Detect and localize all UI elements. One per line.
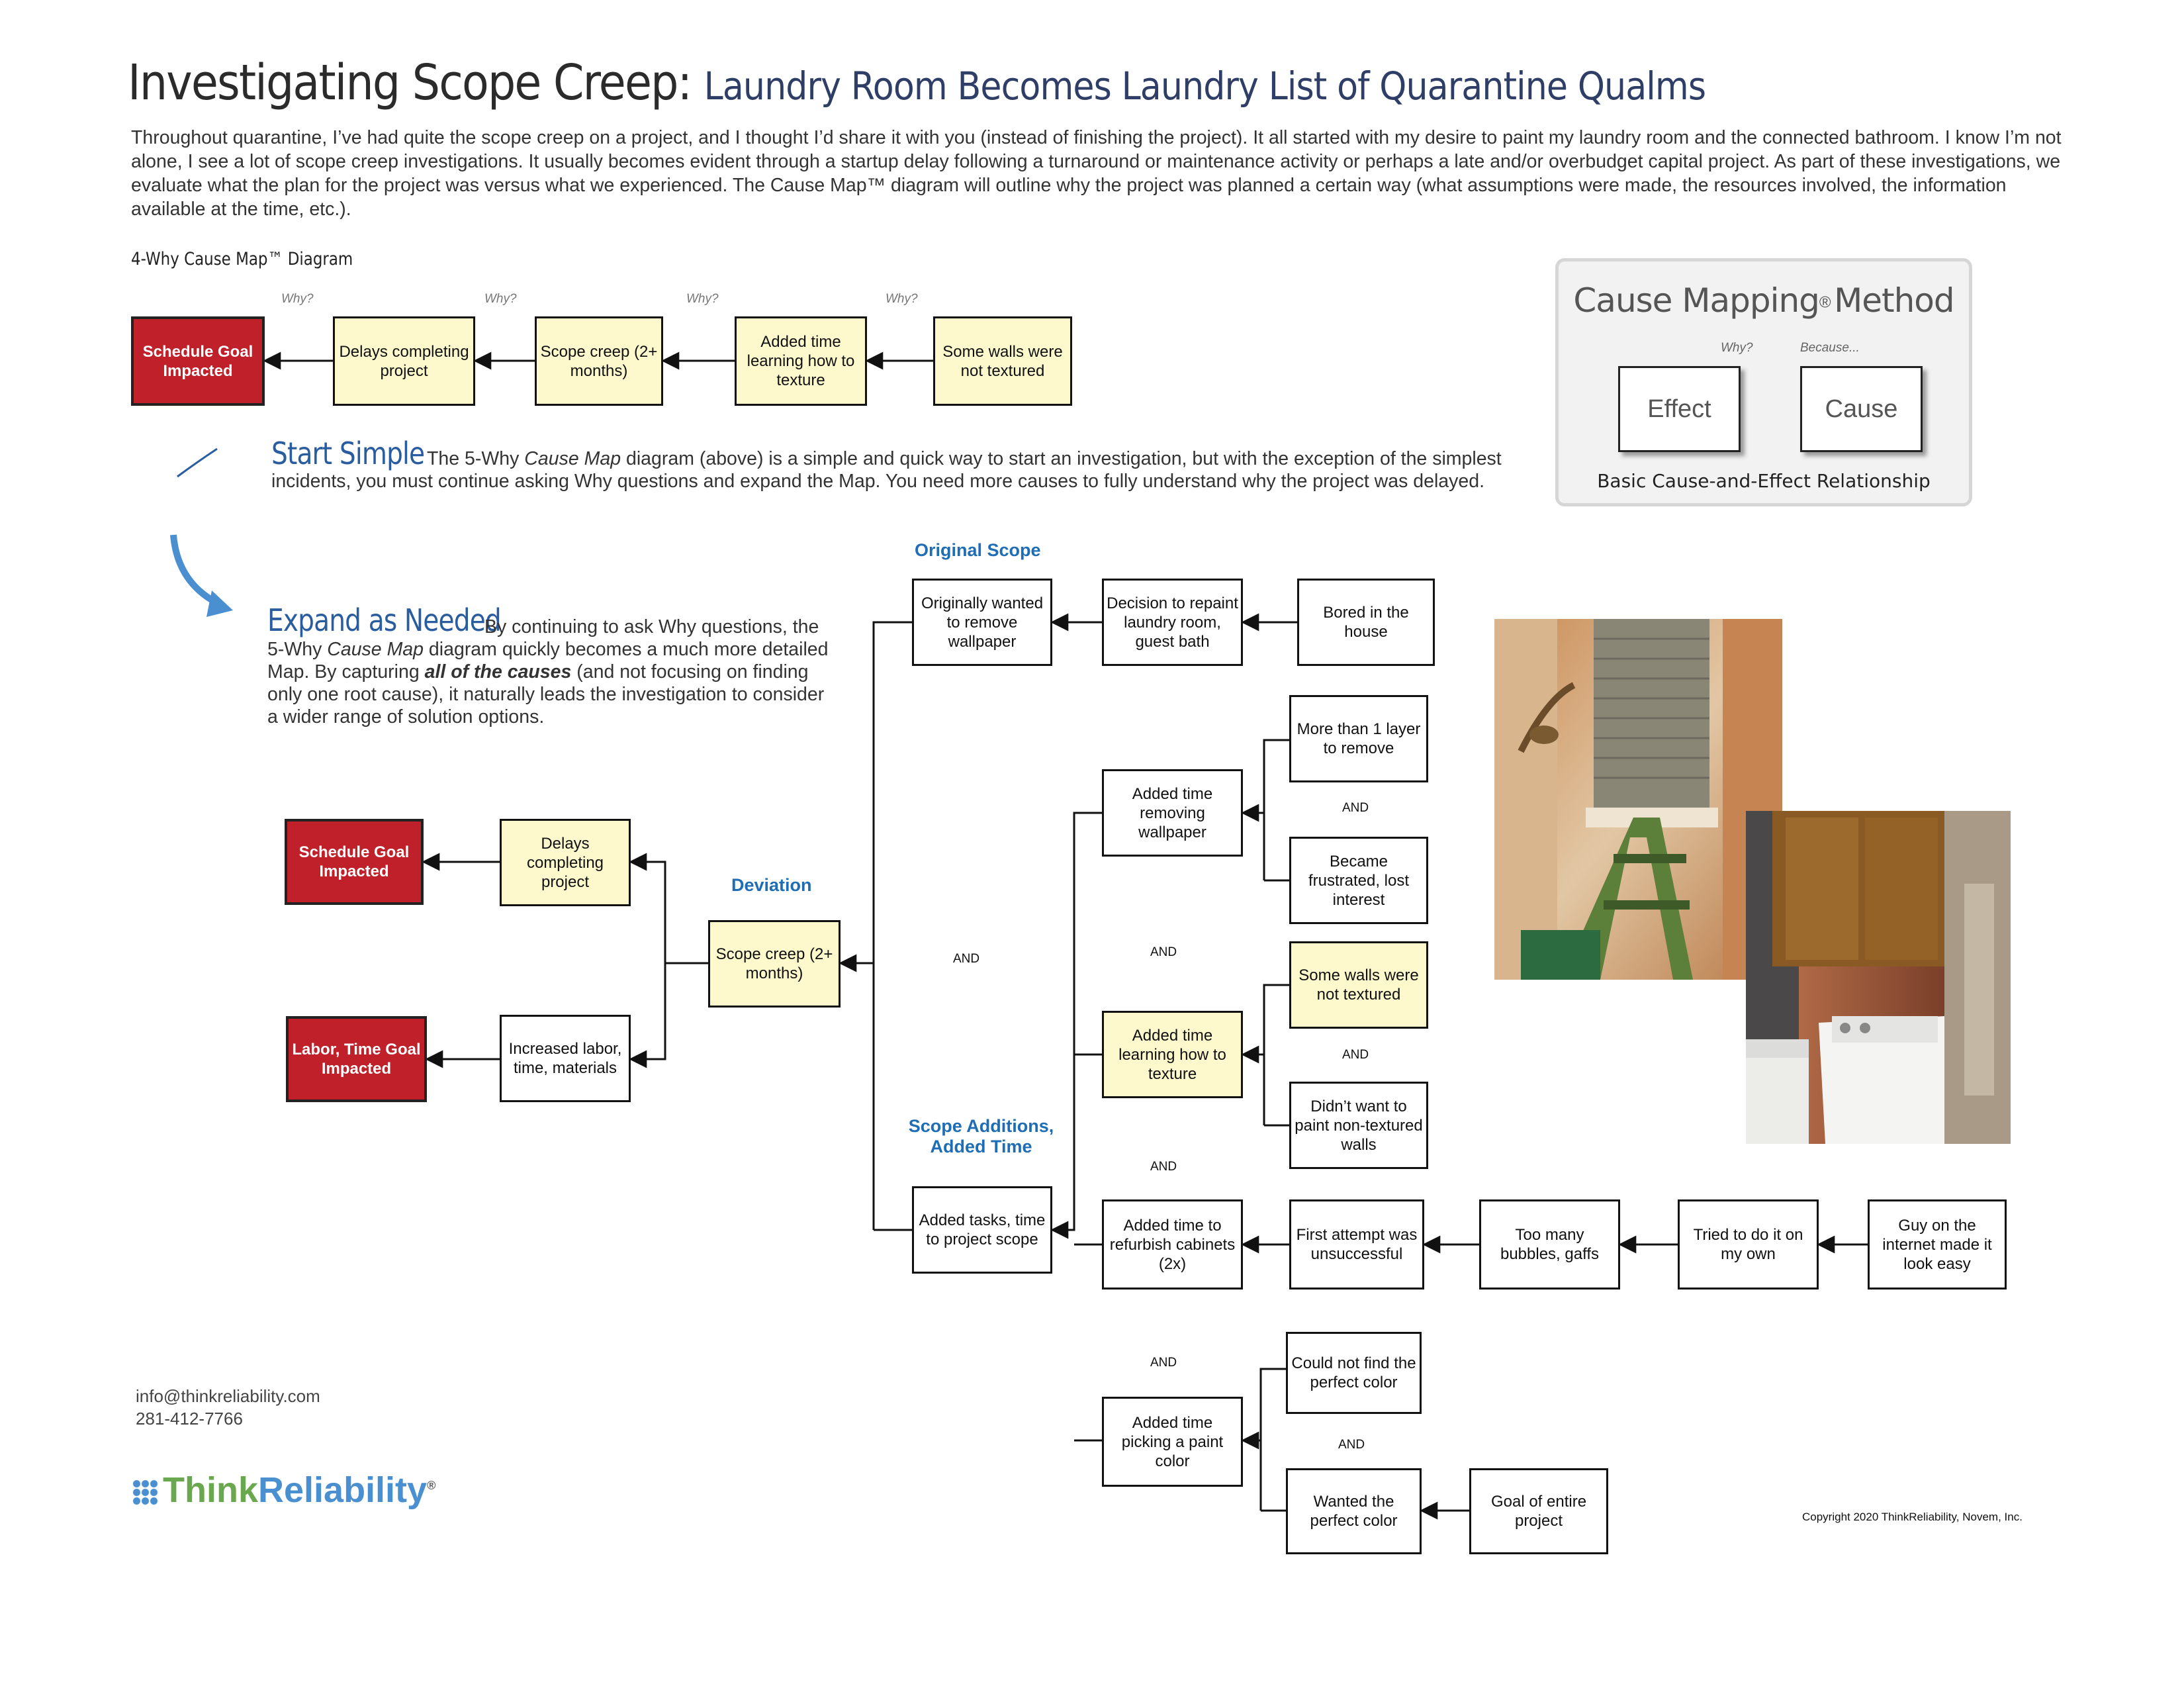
- and-label: AND: [1342, 1048, 1369, 1062]
- laundry-room-photo: [1746, 811, 2011, 1144]
- copyright: Copyright 2020 ThinkReliability, Novem, Inc.: [1802, 1511, 2023, 1523]
- paint-color-node: Added time picking a paint color: [1102, 1397, 1243, 1487]
- schedule-goal-box: Schedule Goal Impacted: [131, 316, 265, 406]
- and-label: AND: [1150, 1356, 1177, 1370]
- legend-because: Because...: [1800, 341, 1860, 355]
- why-label: Why?: [886, 292, 918, 306]
- original-scope-label: Original Scope: [915, 540, 1041, 560]
- scope-creep-box: Scope creep (2+ months): [535, 316, 663, 406]
- why-label: Why?: [281, 292, 314, 306]
- legend-title: Cause Mapping® Method: [1573, 281, 1954, 320]
- scope-creep-node: Scope creep (2+ months): [708, 920, 841, 1008]
- guy-internet-node: Guy on the internet made it look easy: [1868, 1199, 2007, 1289]
- why-label: Why?: [484, 292, 517, 306]
- legend-cause-box: Cause: [1800, 366, 1923, 452]
- and-label: AND: [1150, 945, 1177, 959]
- goal-entire-node: Goal of entire project: [1469, 1468, 1608, 1554]
- and-label: AND: [1342, 801, 1369, 815]
- title-main: Investigating Scope Creep:: [128, 54, 692, 111]
- more-than-layer-node: More than 1 layer to remove: [1289, 695, 1428, 782]
- logo-dots-icon: [132, 1479, 159, 1506]
- some-walls-box: Some walls were not textured: [933, 316, 1072, 406]
- legend-caption: Basic Cause-and-Effect Relationship: [1597, 470, 1931, 492]
- contact-phone: 281-412-7766: [136, 1409, 243, 1429]
- intro-paragraph: Throughout quarantine, I’ve had quite the scope creep on a project, and I thought I’d share it with you (instead of finishing the project). It all started with my desire to paint my laundry room and the connected bathroom. I know I’m not alone, I see a lot of scope creep investigations. It usually becomes evident through a startup delay following a turnaround or maintenance activity or perhaps a late and/or overbudget capital project. As part of these investigations, we evaluate what the plan for the project was versus what we experienced. The Cause Map™ diagram will outline why the project was planned a certain way (what assumptions were made, the resources involved, the information available at the time, etc.).: [131, 127, 2062, 220]
- title-subtitle: Laundry Room Becomes Laundry List of Quarantine Qualms: [704, 64, 1706, 109]
- learning-texture-box: Added time learning how to texture: [735, 316, 867, 406]
- why-label: Why?: [686, 292, 719, 306]
- wallpaper-photo: [1494, 619, 1782, 980]
- increased-labor-node: Increased labor, time, materials: [500, 1015, 631, 1102]
- cause-mapping-legend: [1555, 258, 1972, 506]
- legend-effect-box: Effect: [1618, 366, 1741, 452]
- start-simple-text: The 5-Why Cause Map diagram (above) is a simple and quick way to start an investigation, but with the exception of the simplest incidents, you must continue asking Why questions and expand the Map. You need more causes to fully understand why the project was delayed.: [271, 448, 1502, 492]
- and-label: AND: [1150, 1160, 1177, 1174]
- legend-why: Why?: [1721, 341, 1753, 355]
- deviation-label: Deviation: [731, 875, 812, 895]
- delays-node: Delays completing project: [500, 819, 631, 906]
- could-not-find-node: Could not find the perfect color: [1286, 1332, 1422, 1414]
- didnt-want-node: Didn’t want to paint non-textured walls: [1289, 1082, 1428, 1169]
- originally-wanted-node: Originally wanted to remove wallpaper: [912, 579, 1052, 666]
- schedule-goal-node: Schedule Goal Impacted: [285, 819, 424, 905]
- frustrated-node: Became frustrated, lost interest: [1289, 837, 1428, 924]
- some-walls-node: Some walls were not textured: [1289, 941, 1428, 1029]
- removing-wallpaper-node: Added time removing wallpaper: [1102, 769, 1243, 857]
- expand-heading: Expand as Needed: [267, 602, 501, 638]
- and-label: AND: [953, 952, 980, 966]
- first-attempt-node: First attempt was unsuccessful: [1289, 1199, 1424, 1289]
- learning-texture-node: Added time learning how to texture: [1102, 1011, 1243, 1098]
- expand-text: By continuing to ask Why questions, the 5-Why Cause Map diagram quickly becomes a much more detailed Map. By capturing all of the causes (and not focusing on finding only one root cause), it naturally leads the investigation to consider a wider range of solution options.: [267, 616, 829, 727]
- contact-info: [136, 1385, 320, 1430]
- simple-map-label: 4-Why Cause Map™ Diagram: [131, 249, 353, 269]
- labor-goal-node: Labor, Time Goal Impacted: [286, 1016, 427, 1102]
- added-tasks-node: Added tasks, time to project scope: [912, 1186, 1052, 1274]
- decision-node: Decision to repaint laundry room, guest bath: [1102, 579, 1243, 666]
- bored-node: Bored in the house: [1297, 579, 1435, 666]
- contact-email[interactable]: info@thinkreliability.com: [136, 1386, 320, 1406]
- bubbles-node: Too many bubbles, gaffs: [1479, 1199, 1620, 1289]
- refurbish-node: Added time to refurbish cabinets (2x): [1102, 1199, 1243, 1289]
- wanted-perfect-node: Wanted the perfect color: [1286, 1468, 1422, 1554]
- and-label: AND: [1338, 1438, 1365, 1452]
- delays-box: Delays completing project: [333, 316, 475, 406]
- tried-own-node: Tried to do it on my own: [1678, 1199, 1819, 1289]
- thinkreliability-logo: ThinkReliability®: [132, 1470, 435, 1511]
- scope-additions-label: Scope Additions, Added Time: [908, 1116, 1054, 1156]
- start-simple-heading: Start Simple: [271, 436, 425, 471]
